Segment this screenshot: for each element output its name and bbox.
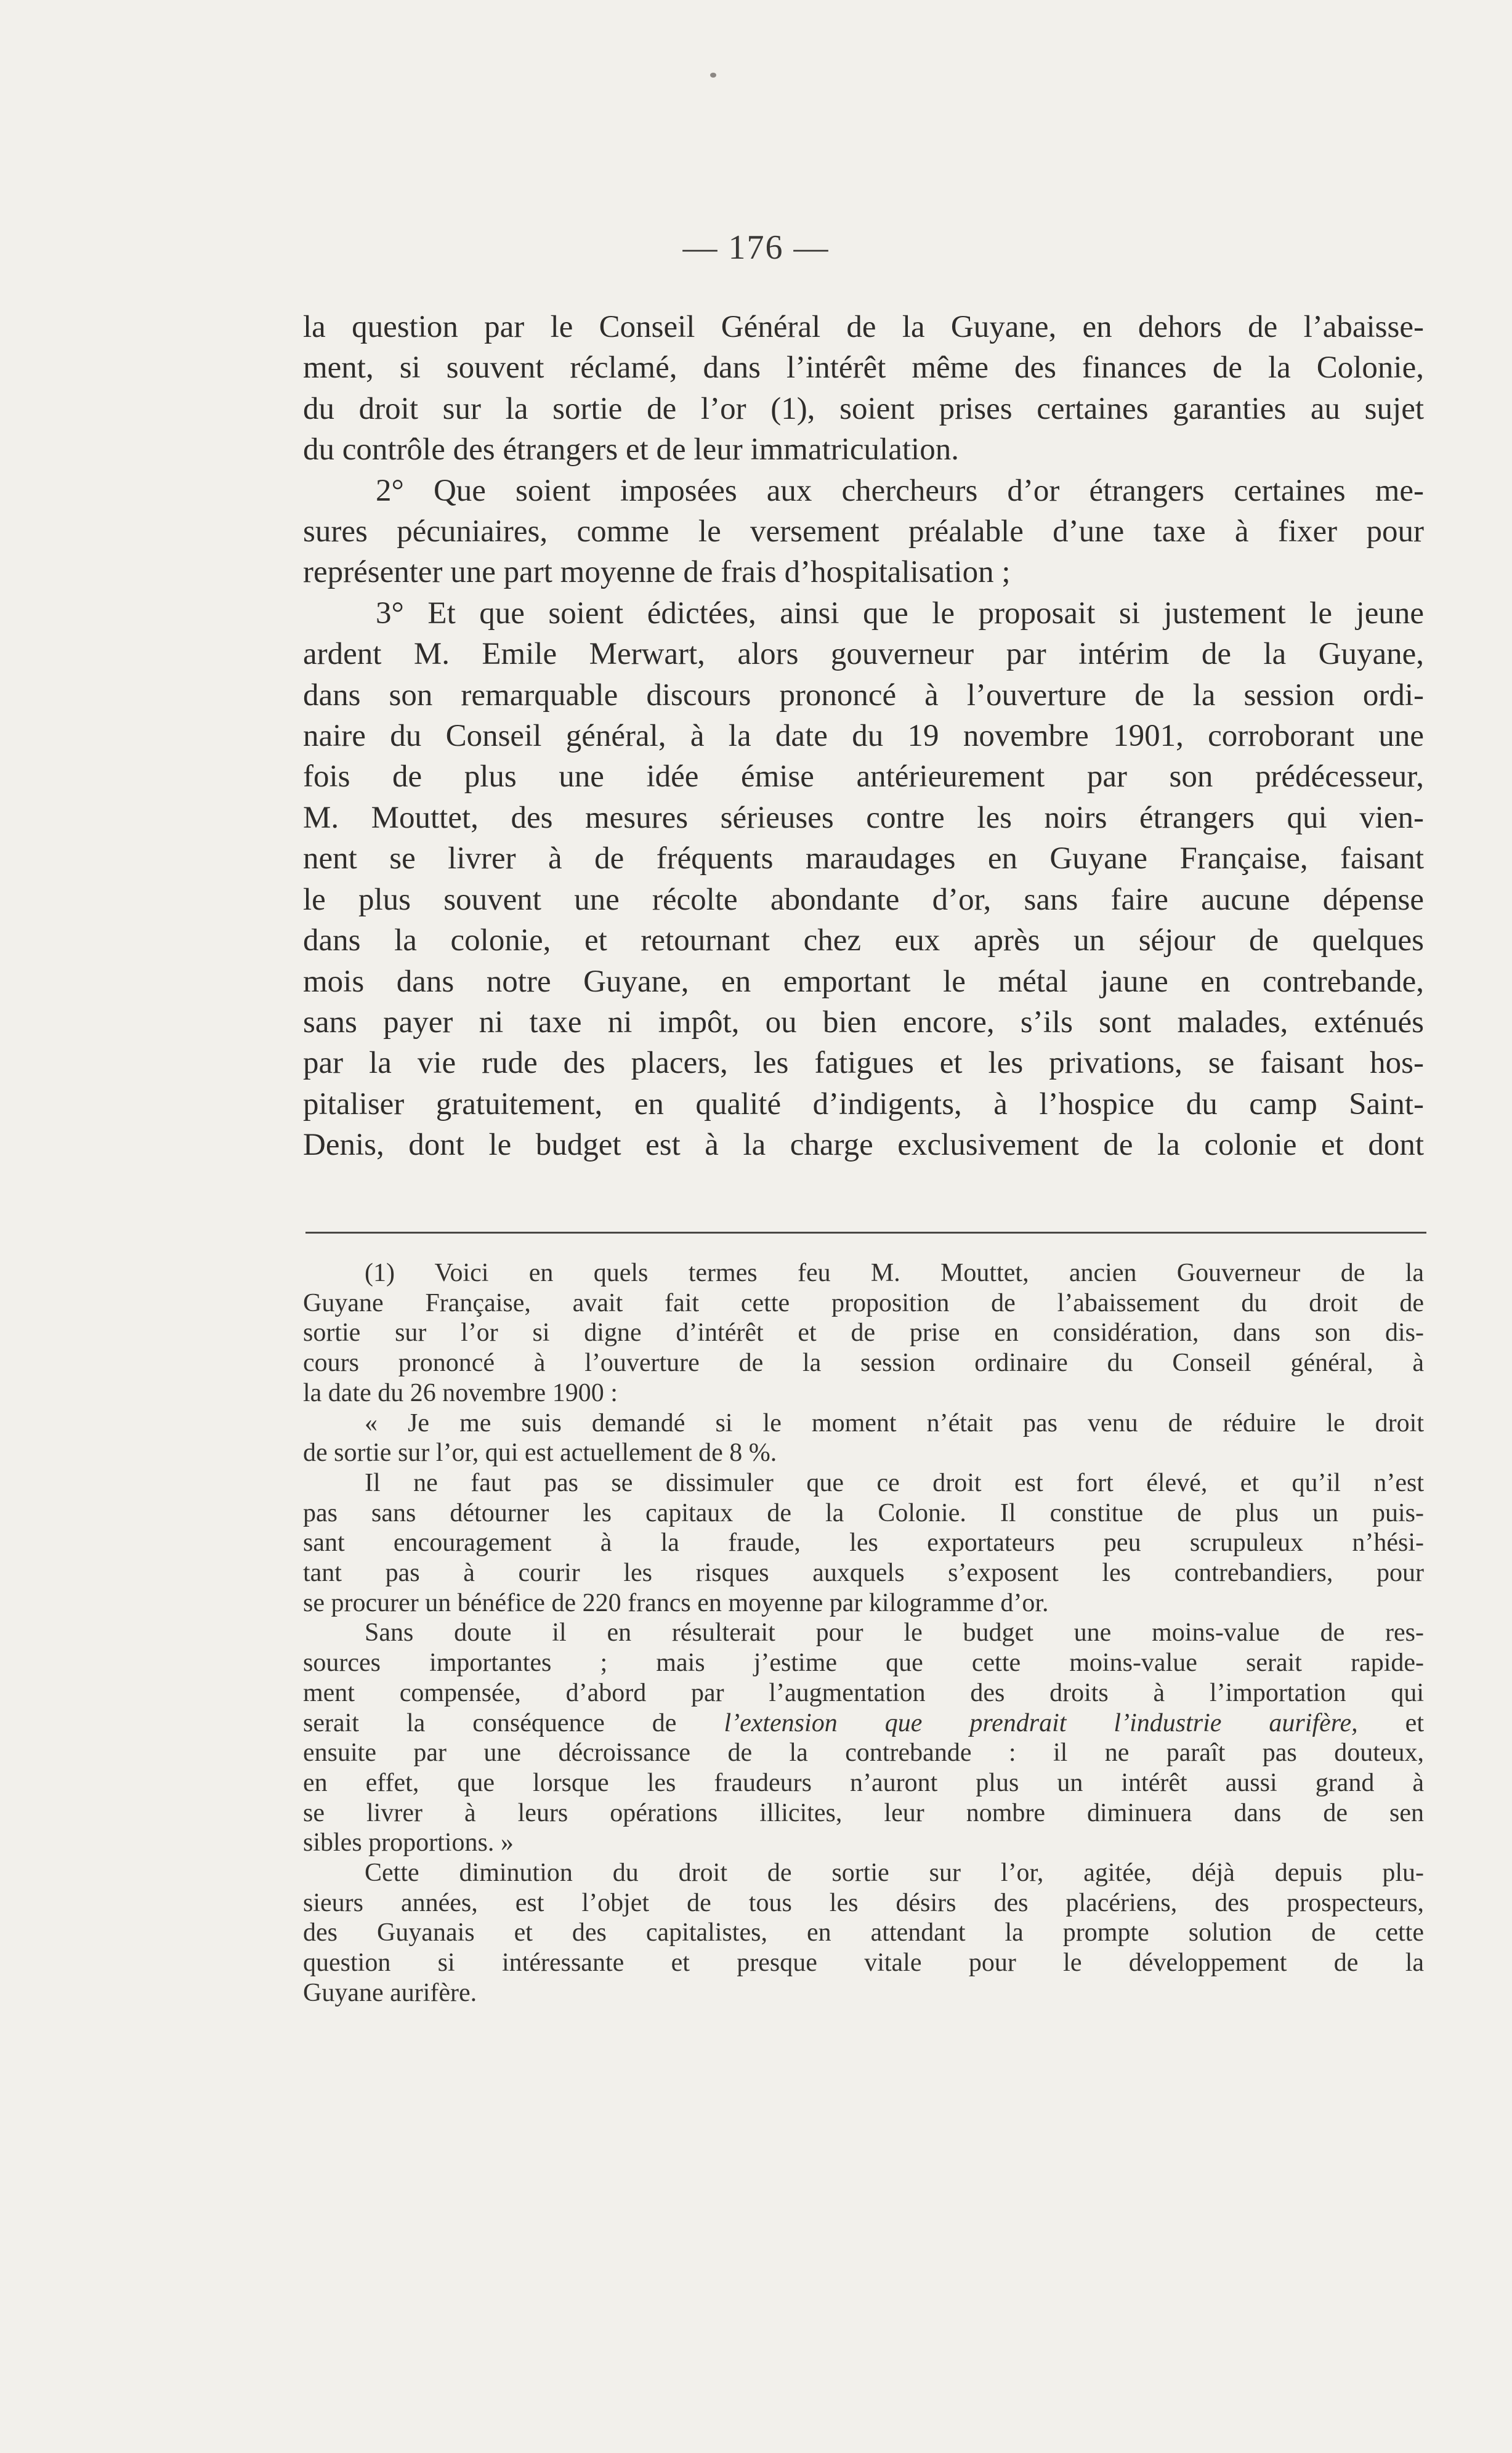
footnote-line: se livrer à leurs opérations illicites, leur nombre diminuera dans de sen (303, 1798, 1424, 1827)
footnote-line: Guyane Française, avait fait cette proposition de l’abaissement du droit de (303, 1288, 1424, 1317)
footnote-line: cours prononcé à l’ouverture de la session ordinaire du Conseil général, à (303, 1349, 1424, 1378)
footnote-line: sant encouragement à la fraude, les exportateurs peu scrupuleux n’hési- (303, 1529, 1424, 1558)
body-line: nent se livrer à de fréquents maraudages en Guyane Française, faisant (303, 841, 1424, 876)
footnote-line: Sans doute il en résulterait pour le budget une moins-value de res- (365, 1618, 1424, 1647)
body-line: dans son remarquable discours prononcé à l’ouverture de la session ordi- (303, 677, 1424, 713)
footnote-line: tant pas à courir les risques auxquels s’exposent les contrebandiers, pour (303, 1559, 1424, 1588)
footnote-text (303, 1258, 1424, 2008)
body-line: sans payer ni taxe ni impôt, ou bien encore, s’ils sont malades, exténués (303, 1004, 1424, 1040)
body-line: Denis, dont le budget est à la charge exclusivement de la colonie et dont (303, 1128, 1424, 1163)
footnote-line: ment compensée, d’abord par l’augmentation des droits à l’importation qui (303, 1678, 1424, 1707)
body-line: M. Mouttet, des mesures sérieuses contre les noirs étrangers qui vien- (303, 800, 1424, 835)
footnote-line: sortie sur l’or si digne d’intérêt et de prise en considération, dans son dis- (303, 1319, 1424, 1348)
footnote-text-run: serait la conséquence de (303, 1708, 724, 1737)
footnote-line: des Guyanais et des capitalistes, en attendant la prompte solution de cette (303, 1918, 1424, 1947)
body-line: fois de plus une idée émise antérieurement par son prédécesseur, (303, 759, 1424, 794)
footnote-italic-run: l’extension que prendrait l’industrie aurifère, (724, 1708, 1358, 1737)
footnote-text-run: et (1357, 1708, 1424, 1737)
footnote-line: Il ne faut pas se dissimuler que ce droit est fort élevé, et qu’il n’est (365, 1468, 1424, 1497)
body-line: dans la colonie, et retournant chez eux après un séjour de quelques (303, 923, 1424, 958)
body-line: représenter une part moyenne de frais d’hospitalisation ; (303, 555, 1011, 590)
footnote-line: de sortie sur l’or, qui est actuellement de 8 %. (303, 1439, 777, 1468)
body-line: par la vie rude des placers, les fatigues et les privations, se faisant hos- (303, 1046, 1424, 1081)
body-line: sures pécuniaires, comme le versement préalable d’une taxe à fixer pour (303, 514, 1424, 549)
footnote-line: pas sans détourner les capitaux de la Colonie. Il constitue de plus un puis- (303, 1498, 1424, 1527)
footnote-line: sources importantes ; mais j’estime que cette moins-value serait rapide- (303, 1649, 1424, 1678)
body-line: du contrôle des étrangers et de leur immatriculation. (303, 432, 959, 467)
footnote-line: se procurer un bénéfice de 220 francs en moyenne par kilogramme d’or. (303, 1588, 1049, 1617)
footnote-line: en effet, que lorsque les fraudeurs n’auront plus un intérêt aussi grand à (303, 1768, 1424, 1797)
footnote-line: Cette diminution du droit de sortie sur l’or, agitée, déjà depuis plu- (365, 1859, 1424, 1888)
body-line: naire du Conseil général, à la date du 19 novembre 1901, corroborant une (303, 719, 1424, 754)
footnote-line: Guyane aurifère. (303, 1978, 477, 2007)
footnote-line: sibles proportions. » (303, 1829, 514, 1857)
main-body-text (303, 307, 1424, 1166)
footnote-line: ensuite par une décroissance de la contrebande : il ne paraît pas douteux, (303, 1739, 1424, 1768)
footnote-line-italic-mixed (303, 1708, 1424, 1739)
body-line: ardent M. Emile Merwart, alors gouverneur par intérim de la Guyane, (303, 637, 1424, 672)
footnote-line: question si intéressante et presque vitale pour le développement de la (303, 1949, 1424, 1978)
footnote-line: sieurs années, est l’objet de tous les désirs des placériens, des prospecteurs, (303, 1888, 1424, 1917)
body-line: le plus souvent une récolte abondante d’or, sans faire aucune dépense (303, 882, 1424, 917)
body-line: la question par le Conseil Général de la Guyane, en dehors de l’abaisse- (303, 310, 1424, 344)
footnote-line: la date du 26 novembre 1900 : (303, 1378, 618, 1407)
scan-speck-mark (710, 73, 716, 78)
footnote-line: « Je me suis demandé si le moment n’était pas venu de réduire le droit (365, 1408, 1424, 1437)
body-line-point-3: 3° Et que soient édictées, ainsi que le proposait si justement le jeune (376, 596, 1424, 631)
body-line: mois dans notre Guyane, en emportant le métal jaune en contrebande, (303, 964, 1424, 999)
page-number: — 176 — (682, 228, 830, 267)
body-line: ment, si souvent réclamé, dans l’intérêt même des finances de la Colonie, (303, 350, 1424, 386)
body-line: du droit sur la sortie de l’or (1), soient prises certaines garanties au sujet (303, 391, 1424, 426)
footnote-line: (1) Voici en quels termes feu M. Mouttet, ancien Gouverneur de la (365, 1259, 1424, 1287)
footnote-separator (305, 1232, 1426, 1234)
body-line: pitaliser gratuitement, en qualité d’indigents, à l’hospice du camp Saint- (303, 1086, 1424, 1121)
body-line-point-2: 2° Que soient imposées aux chercheurs d’or étrangers certaines me- (376, 473, 1424, 508)
